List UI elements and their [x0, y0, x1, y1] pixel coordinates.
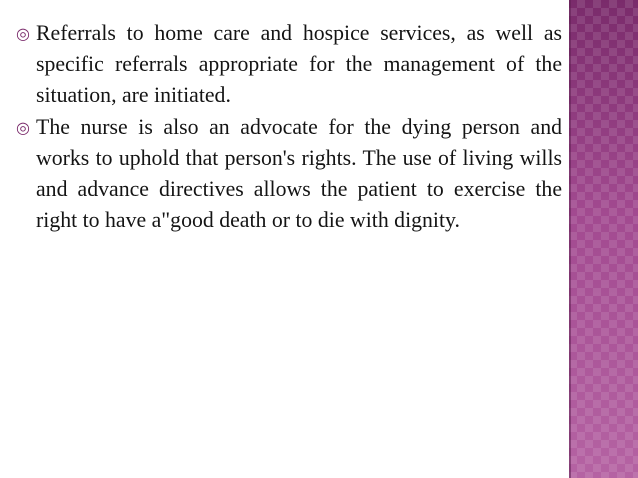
slide-body — [16, 18, 562, 236]
target-bullet-icon: ◎ — [16, 24, 30, 43]
target-bullet-icon: ◎ — [16, 117, 30, 137]
bullet-text-advocate: The nurse is also an advocate for the dying person and works to uphold that person's rights. The use of living wills and advance directives allows the patient to exercise the right to have a"good death or to die with dignity. — [36, 114, 562, 233]
bullet-text-referrals: Referrals to home care and hospice services, as well as specific referrals appropriate for the management of the situation, are initiated. — [36, 21, 562, 108]
decorative-side-band — [569, 0, 638, 478]
bullet-point-referrals — [16, 18, 562, 112]
bullet-point-advocate — [16, 112, 562, 237]
